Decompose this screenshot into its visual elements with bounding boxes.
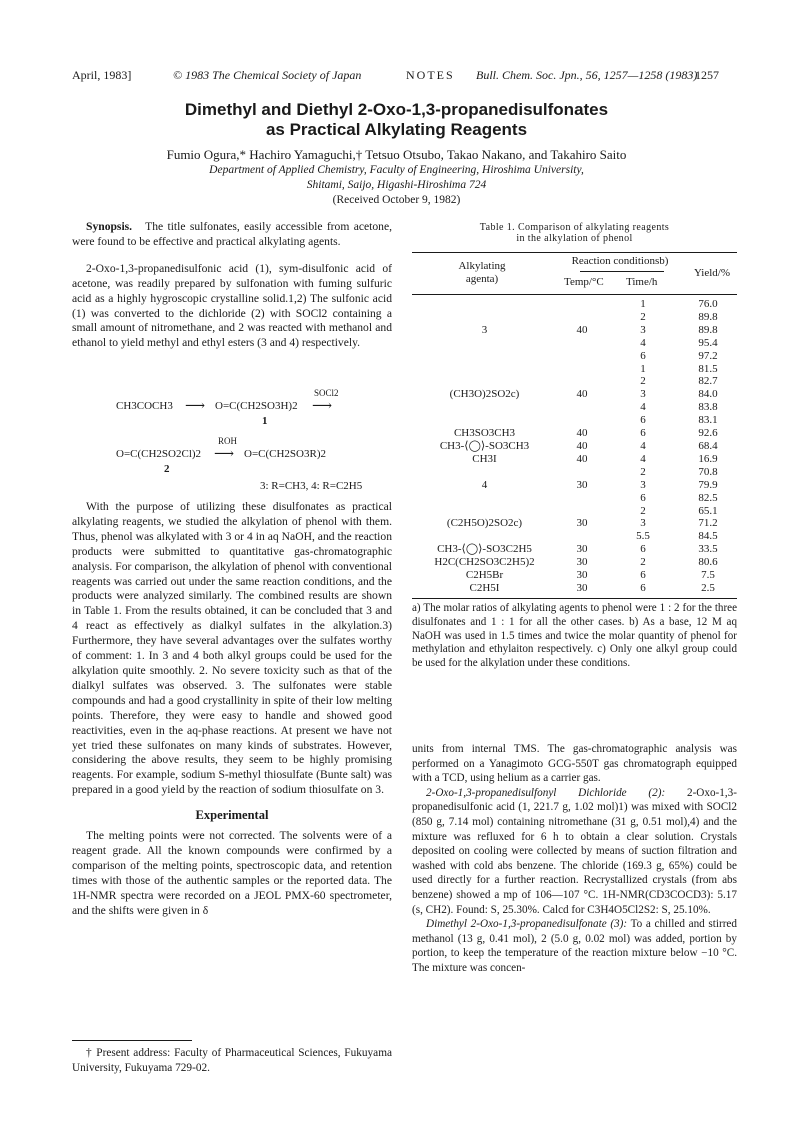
scheme-acetone: CH3COCH3 xyxy=(116,400,173,412)
cell-agent: CH3SO3CH3 xyxy=(453,427,516,440)
cell-temp xyxy=(557,414,607,427)
synopsis-label: Synopsis. xyxy=(86,220,133,233)
cell-time: 6 xyxy=(640,581,646,594)
table-row xyxy=(412,375,737,388)
footnote-rule xyxy=(72,1040,192,1041)
scheme-arrow-2: ⟶ xyxy=(312,399,333,414)
cell-agent xyxy=(412,401,557,414)
cell-time: 5.5 xyxy=(636,530,650,543)
experimental-paragraph: The melting points were not corrected. The solvents were of a reagent grade. All the known compounds were confirmed by a comparison of the melting points, spectroscopic data, and retention times with those of the authentic samples or the reported data. The 1H-NMR spectra were recorded on a JEOL PMX-60 spectrometer, and the shifts were given in δ xyxy=(72,829,392,917)
cell-temp xyxy=(557,350,607,363)
cell-yield: 95.4 xyxy=(698,336,718,349)
left-column-bottom xyxy=(72,500,392,918)
dichloride-paragraph xyxy=(412,786,737,917)
cell-time: 3 xyxy=(640,517,646,530)
cell-time: 1 xyxy=(640,298,646,310)
header-agent-line-1: Alkylating xyxy=(458,260,506,272)
results-paragraph: With the purpose of utilizing these disulfonates as practical alkylating reagents, we studied the alkylation of phenol with them. Thus, phenol was alkylated with 3 or 4 in aq NaOH, and the reaction products were submitted to quantitative gas-chromatographic analysis. For comparison, the alkylation of phenol with conventional reagents was carried out under the same reaction conditions, and the products were analyzed similarly. The combined results are shown in Table 1. From the results obtained, it can be concluded that 3 and 4 react as effectively as dialkyl sulfates in the alkylation.3) Furthermore, they have several advantages over the sulfates worthy of comment: 1. In 3 and 4 both alkyl groups could be used for the alkylation quite smoothly. 2. No severe toxicity such as that of the dialkyl sulfates was observed. 3. The sulfonates were stable compounds and had a good crystallinity in spite of their low melting points. Therefore, they were easy to handle and showed good reactivities, even in the aq-phase reactions. At present we have not yet tried these sulfonates on many kinds of substrates. However, considering the above results, they seem to be highly promising reagents. For example, sodium S-methyl thiosulfate (Bunte salt) was prepared in a good yield by the reaction of sodium thiosulfate on 3. xyxy=(72,500,392,797)
cell-yield: 97.2 xyxy=(698,349,718,362)
dimethyl-paragraph xyxy=(412,917,737,975)
cell-agent: 4 xyxy=(481,478,488,491)
footnote-present-address: † Present address: Faculty of Pharmaceutical Sciences, Fukuyama University, Fukuyama 729-02. xyxy=(72,1047,392,1074)
scheme-arrow-1: ⟶ xyxy=(185,399,206,414)
table-row xyxy=(412,505,737,518)
scheme-r-groups: 3: R=CH3, 4: R=C2H5 xyxy=(260,480,363,492)
table-caption xyxy=(412,222,737,244)
cell-temp xyxy=(557,298,607,311)
table-row xyxy=(412,453,737,466)
cell-yield: 2.5 xyxy=(701,581,715,594)
cell-agent: CH3-⟨◯⟩-SO3C2H5 xyxy=(437,543,532,556)
cell-yield: 70.8 xyxy=(698,465,718,478)
table-row xyxy=(412,479,737,492)
table-caption-line-1: Table 1. Comparison of alkylating reagents xyxy=(479,222,670,233)
header-date: April, 1983] xyxy=(72,68,132,82)
cell-agent: C2H5Br xyxy=(465,569,504,582)
table-row xyxy=(412,556,737,569)
cell-yield: 83.8 xyxy=(698,401,718,414)
table-row xyxy=(412,543,737,556)
cell-time: 2 xyxy=(640,465,646,478)
table-header xyxy=(412,254,737,294)
affiliation xyxy=(0,163,793,193)
cell-agent: CH3-⟨◯⟩-SO3CH3 xyxy=(439,439,530,452)
header-journal: Bull. Chem. Soc. Jpn., 56, 1257—1258 (1983) xyxy=(476,68,698,82)
header-agent-line-2: agenta) xyxy=(465,273,499,285)
cell-temp: 30 xyxy=(576,543,588,556)
cell-yield: 80.6 xyxy=(698,556,718,569)
synopsis-text: The title sulfonates, easily accessible from acetone, were found to be effective and practical alkylating agents. xyxy=(72,220,392,248)
scheme-arrow-3: ⟶ xyxy=(214,447,235,462)
cell-agent xyxy=(412,363,557,376)
cell-temp xyxy=(557,363,607,376)
table-row xyxy=(412,337,737,350)
scheme-reagent-roh: ROH xyxy=(218,436,238,446)
cell-time: 1 xyxy=(640,362,646,375)
table-row xyxy=(412,492,737,505)
cell-time: 4 xyxy=(640,452,646,465)
header-reaction-conditions: Reaction conditionsb) xyxy=(571,255,669,267)
cell-agent xyxy=(412,337,557,350)
dimethyl-title: Dimethyl 2-Oxo-1,3-propanedisulfonate (3): xyxy=(426,918,628,931)
table-row xyxy=(412,298,737,311)
affiliation-line-1: Department of Applied Chemistry, Faculty of Engineering, Hiroshima University, xyxy=(209,164,584,176)
header-page-number: 1257 xyxy=(695,68,719,82)
cell-yield: 84.0 xyxy=(698,388,718,401)
cell-temp: 40 xyxy=(576,323,588,336)
cell-time: 4 xyxy=(640,439,646,452)
cell-temp: 40 xyxy=(576,388,588,401)
table-row xyxy=(412,530,737,543)
table-body xyxy=(412,298,737,595)
cell-temp xyxy=(557,375,607,388)
cell-temp: 40 xyxy=(576,427,588,440)
cell-yield: 81.5 xyxy=(698,362,718,375)
cell-temp: 40 xyxy=(576,439,588,452)
header-copyright: © 1983 The Chemical Society of Japan xyxy=(173,68,362,82)
table-row xyxy=(412,569,737,582)
table-top-rule xyxy=(412,252,737,253)
cell-time: 2 xyxy=(640,375,646,388)
table-header-rule xyxy=(412,294,737,295)
dichloride-text: 2-Oxo-1,3-propanedisulfonic acid (1, 221.7 g, 1.02 mol)1) was mixed with SOCl2 (850 g, 7.14 mol) containing nitromethane (31 g, 0.51 mol),4) and the mixture was refluxed for 6 h to obtain a clear solution. Crystals deposited on cooling were collected by means of suction filtration and washed with cold abs benzene. The chloride (169.3 g, 65%) could be used directly for a further reaction. Recrystallized crystals (from abs benzene) showed a mp of 106—107 °C. 1H-NMR(CD3COCD3): 5.17 (s, CH2). Found: S, 25.30%. Calcd for C3H4O5Cl2S2: S, 25.10%. xyxy=(412,786,737,916)
cell-yield: 7.5 xyxy=(701,569,715,582)
cell-time: 6 xyxy=(640,543,646,556)
title-line-1: Dimethyl and Diethyl 2-Oxo-1,3-propanedisulfonates xyxy=(184,100,609,119)
cell-agent xyxy=(412,311,557,324)
cell-agent xyxy=(412,298,557,311)
cell-yield: 65.1 xyxy=(698,504,718,517)
affiliation-line-2: Shitami, Saijo, Higashi-Hiroshima 724 xyxy=(306,179,487,191)
scheme-compound-2: 2 xyxy=(164,463,170,475)
table-row xyxy=(412,466,737,479)
cell-temp xyxy=(557,530,607,543)
cell-agent: 3 xyxy=(481,323,488,336)
cell-time: 6 xyxy=(640,414,646,427)
dichloride-title: 2-Oxo-1,3-propanedisulfonyl Dichloride (2): xyxy=(426,786,666,799)
cell-yield: 68.4 xyxy=(698,439,718,452)
cell-temp xyxy=(557,337,607,350)
cell-yield: 71.2 xyxy=(698,517,718,530)
table-row xyxy=(412,427,737,440)
cell-time: 6 xyxy=(640,569,646,582)
experimental-heading: Experimental xyxy=(195,808,269,823)
cell-agent: CH3I xyxy=(472,452,497,465)
cell-agent xyxy=(412,414,557,427)
intro-paragraph: 2-Oxo-1,3-propanedisulfonic acid (1), sym-disulfonic acid of acetone, was readily prepared by sulfonation with fuming sulfuric acid as a highly hygroscopic crystalline solid.1,2) The sulfonic acid (1) was converted to the dichloride (2) with SOCl2 containing a small amount of nitromethane, and 2 was reacted with methanol and ethanol to yield methyl and ethyl esters (3 and 4) respectively. xyxy=(72,261,392,350)
cell-temp: 30 xyxy=(576,569,588,582)
table-row xyxy=(412,517,737,530)
header-time: Time/h xyxy=(626,276,658,288)
reaction-scheme xyxy=(72,388,392,500)
header-yield: Yield/% xyxy=(693,267,731,279)
header-conditions-rule xyxy=(580,271,664,272)
scheme-dichloride: O=C(CH2SO2Cl)2 xyxy=(116,448,202,460)
cell-time: 4 xyxy=(640,336,646,349)
table-caption-line-2: in the alkylation of phenol xyxy=(516,233,633,244)
table-row xyxy=(412,582,737,595)
cell-temp: 30 xyxy=(576,556,588,569)
cell-yield: 82.7 xyxy=(698,375,718,388)
cell-yield: 76.0 xyxy=(698,298,718,310)
cell-temp: 30 xyxy=(576,581,588,594)
received-date: (Received October 9, 1982) xyxy=(332,194,461,206)
dimethyl-text: To a chilled and stirred methanol (13 g, 0.41 mol), 2 (5.0 g, 0.02 mol) was added, portion by portion, to keep the temperature of the reaction mixture below −10 °C. The mixture was concen- xyxy=(412,918,737,974)
cell-agent: (C2H5O)2SO2c) xyxy=(446,517,523,530)
cell-temp xyxy=(557,466,607,479)
right-column xyxy=(412,742,737,976)
header-section: NOTES xyxy=(406,68,455,82)
table-row xyxy=(412,401,737,414)
cell-agent xyxy=(412,350,557,363)
table-row xyxy=(412,440,737,453)
scheme-reagent-socl2: SOCl2 xyxy=(314,388,339,398)
cell-yield: 82.5 xyxy=(698,491,718,504)
cell-temp xyxy=(557,492,607,505)
cell-temp: 30 xyxy=(576,517,588,530)
cell-yield: 89.8 xyxy=(698,323,718,336)
table-row xyxy=(412,324,737,337)
table-row xyxy=(412,414,737,427)
cell-agent: (CH3O)2SO2c) xyxy=(449,388,520,401)
cell-temp xyxy=(557,505,607,518)
cell-time: 3 xyxy=(640,323,646,336)
cell-agent: H2C(CH2SO3C2H5)2 xyxy=(434,556,535,569)
table-notes: a) The molar ratios of alkylating agents to phenol were 1 : 2 for the three disulfonates and 1 : 1 for all the other cases. b) As a base, 12 M aq NaOH was used in 1.5 times and twice the molar quantity of phenol for methylation and ethylaiton respectively. c) Only one alkyl group could be used for the alkylation under these conditions. xyxy=(412,602,737,670)
scheme-compound-1: 1 xyxy=(262,415,268,427)
cell-time: 6 xyxy=(640,491,646,504)
cell-time: 3 xyxy=(640,388,646,401)
table-row xyxy=(412,311,737,324)
cell-time: 2 xyxy=(640,556,646,569)
cell-agent xyxy=(412,466,557,479)
synopsis xyxy=(72,220,392,250)
cell-time: 6 xyxy=(640,349,646,362)
cell-agent: C2H5I xyxy=(469,581,500,594)
title-line-2: as Practical Alkylating Reagents xyxy=(265,120,528,139)
scheme-ester: O=C(CH2SO3R)2 xyxy=(244,448,326,460)
cell-yield: 16.9 xyxy=(698,452,718,465)
cell-agent xyxy=(412,530,557,543)
cell-temp xyxy=(557,401,607,414)
header-temp: Temp/°C xyxy=(564,276,604,288)
cell-time: 2 xyxy=(640,310,646,323)
cell-yield: 92.6 xyxy=(698,427,718,440)
cell-time: 2 xyxy=(640,504,646,517)
cell-agent xyxy=(412,492,557,505)
cell-yield: 33.5 xyxy=(698,543,718,556)
cell-yield: 84.5 xyxy=(698,530,718,543)
table-row xyxy=(412,363,737,376)
cell-time: 4 xyxy=(640,401,646,414)
cell-agent xyxy=(412,505,557,518)
article-title xyxy=(0,100,793,140)
cell-yield: 79.9 xyxy=(698,478,718,491)
cell-temp xyxy=(557,311,607,324)
scheme-disulfonic-acid: O=C(CH2SO3H)2 xyxy=(215,400,298,412)
header-alkylating-agent xyxy=(412,260,552,286)
table-row xyxy=(412,350,737,363)
cell-agent xyxy=(412,375,557,388)
cell-time: 3 xyxy=(640,478,646,491)
cell-temp: 30 xyxy=(576,478,588,491)
gc-paragraph: units from internal TMS. The gas-chromatographic analysis was performed on a Yanagimoto GCG-550T gas chromatograph equipped with a TCD, using helium as a carrier gas. xyxy=(412,743,737,785)
cell-yield: 83.1 xyxy=(698,414,718,427)
cell-yield: 89.8 xyxy=(698,310,718,323)
table-bottom-rule xyxy=(412,598,737,599)
cell-time: 6 xyxy=(640,427,646,440)
cell-temp: 40 xyxy=(576,452,588,465)
left-column-top xyxy=(72,220,392,351)
running-header xyxy=(0,68,793,88)
table-row xyxy=(412,388,737,401)
author-list: Fumio Ogura,* Hachiro Yamaguchi,† Tetsuo Otsubo, Takao Nakano, and Takahiro Saito xyxy=(166,147,627,162)
